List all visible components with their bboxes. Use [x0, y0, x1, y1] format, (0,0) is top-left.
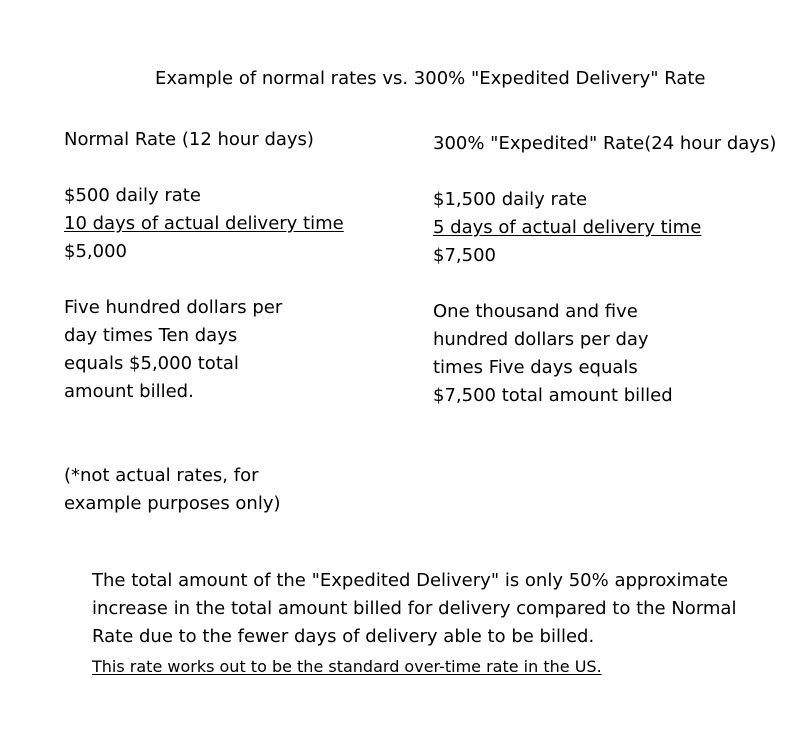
- expedited-description: One thousand and five hundred dollars per day times Five days equals $7,500 total amount billed: [433, 301, 673, 406]
- expedited-delivery-time: 5 days of actual delivery time: [433, 217, 702, 238]
- page-title: Example of normal rates vs. 300% "Expedited Delivery" Rate: [155, 68, 706, 89]
- disclaimer-note: (*not actual rates, for example purposes only): [64, 465, 281, 514]
- normal-delivery-time: 10 days of actual delivery time: [64, 213, 344, 234]
- expedited-rate-column: [433, 130, 788, 410]
- normal-description: Five hundred dollars per day times Ten days equals $5,000 total amount billed.: [64, 297, 283, 402]
- normal-rate-column: [64, 126, 394, 406]
- normal-total: $5,000: [64, 241, 127, 262]
- normal-rate-heading: Normal Rate (12 hour days): [64, 129, 314, 150]
- expedited-rate-heading: 300% "Expedited" Rate(24 hour days): [433, 133, 777, 154]
- expedited-daily-rate: $1,500 daily rate: [433, 189, 588, 210]
- expedited-total: $7,500: [433, 245, 496, 266]
- footnote-text: This rate works out to be the standard over-time rate in the US.: [92, 657, 602, 676]
- summary-text: The total amount of the "Expedited Delivery" is only 50% approximate increase in the total amount billed for delivery compared to the Normal Rate due to the fewer days of delivery able to be billed.: [92, 570, 737, 647]
- normal-daily-rate: $500 daily rate: [64, 185, 201, 206]
